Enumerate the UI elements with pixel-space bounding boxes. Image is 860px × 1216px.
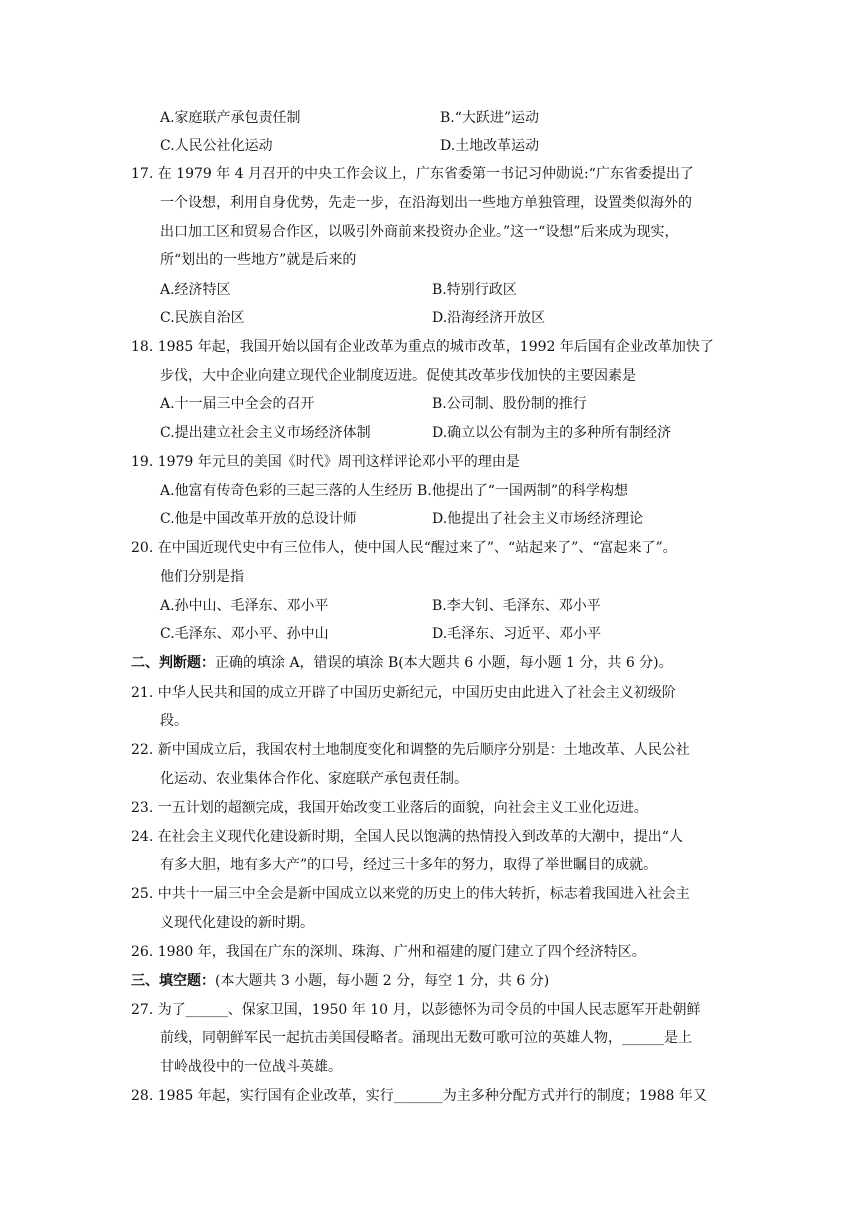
q27-stem-line-2: 前线，同朝鲜军民一起抗击美国侵略者。涌现出无数可歌可泣的英雄人物，______是上 (160, 1030, 692, 1046)
q17-option-a: A.经济特区 (160, 282, 231, 298)
q21-stem-line-1: 21. 中华人民共和国的成立开辟了中国历史新纪元，中国历史由此进入了社会主义初级阶 (131, 685, 676, 701)
q18-option-d: D.确立以公有制为主的多种所有制经济 (432, 425, 672, 441)
q24-stem-line-2: 有多大胆，地有多大产”的口号，经过三十多年的努力，取得了举世瞩目的成就。 (160, 857, 658, 873)
section-2-title: 二、判断题： (131, 655, 215, 671)
q20-option-b: B.李大钊、毛泽东、邓小平 (432, 598, 601, 614)
q20-stem-line-1: 20. 在中国近现代史中有三位伟人，使中国人民“醒过来了”、“站起来了”、“富起来了”。 (131, 540, 677, 556)
q21-stem-line-2: 段。 (160, 713, 188, 729)
q18-option-a: A.十一届三中全会的召开 (160, 396, 315, 412)
q18-option-c: C.提出建立社会主义市场经济体制 (160, 425, 371, 441)
q20-option-d: D.毛泽东、习近平、邓小平 (432, 626, 602, 642)
q20-option-c: C.毛泽东、邓小平、孙中山 (160, 626, 329, 642)
q18-option-b: B.公司制、股份制的推行 (432, 396, 587, 412)
q19-option-d: D.他提出了社会主义市场经济理论 (432, 511, 644, 527)
q17-stem-line-3: 出口加工区和贸易合作区，以吸引外商前来投资办企业。”这一“设想”后来成为现实， (160, 224, 679, 240)
q26-stem-line-1: 26. 1980 年，我国在广东的深圳、珠海、广州和福建的厦门建立了四个经济特区。 (131, 944, 646, 960)
q16-option-d: D.土地改革运动 (440, 138, 540, 154)
q28-stem-line-1: 28. 1985 年起，实行国有企业改革，实行_______为主多种分配方式并行的制度；1988 年又 (131, 1088, 707, 1104)
q16-option-c: C.人民公社化运动 (160, 138, 273, 154)
q18-stem-line-1: 18. 1985 年起，我国开始以国有企业改革为重点的城市改革，1992 年后国有企业改革加快了 (131, 339, 714, 355)
q17-option-c: C.民族自治区 (160, 310, 245, 326)
q27-stem-line-1: 27. 为了______、保家卫国，1950 年 10 月，以彭德怀为司令员的中国人民志愿军开赴朝鲜 (131, 1002, 701, 1018)
q17-stem-line-4: 所“划出的一些地方”就是后来的 (160, 252, 357, 268)
q20-option-a: A.孙中山、毛泽东、邓小平 (160, 598, 329, 614)
q22-stem-line-1: 22. 新中国成立后，我国农村土地制度变化和调整的先后顺序分别是：土地改革、人民公社 (131, 742, 690, 758)
q19-option-c: C.他是中国改革开放的总设计师 (160, 511, 357, 527)
q22-stem-line-2: 化运动、农业集体合作化、家庭联产承包责任制。 (160, 771, 468, 787)
q18-stem-line-2: 步伐，大中企业向建立现代企业制度迈进。促使其改革步伐加快的主要因素是 (160, 368, 636, 384)
q20-stem-line-2: 他们分别是指 (160, 569, 244, 585)
q27-stem-line-3: 甘岭战役中的一位战斗英雄。 (160, 1059, 342, 1075)
q19-option-ab: A.他富有传奇色彩的三起三落的人生经历 B.他提出了“一国两制”的科学构想 (160, 483, 629, 499)
section-2-instructions: 正确的填涂 A，错误的填涂 B(本大题共 6 小题，每小题 1 分，共 6 分)。 (215, 655, 673, 671)
q16-option-a: A.家庭联产承包责任制 (160, 110, 301, 126)
q17-option-d: D.沿海经济开放区 (432, 310, 546, 326)
section-3-title: 三、填空题： (131, 973, 215, 989)
q16-option-b: B.“大跃进”运动 (440, 110, 540, 126)
q17-stem-line-2: 一个设想，利用自身优势，先走一步，在沿海划出一些地方单独管理，设置类似海外的 (160, 195, 692, 211)
section-3-heading (131, 971, 549, 991)
q25-stem-line-1: 25. 中共十一届三中全会是新中国成立以来党的历史上的伟大转折，标志着我国进入社会主 (131, 886, 690, 902)
q24-stem-line-1: 24. 在社会主义现代化建设新时期，全国人民以饱满的热情投入到改革的大潮中，提出“人 (131, 829, 683, 845)
section-2-heading (131, 653, 673, 673)
q25-stem-line-2: 义现代化建设的新时期。 (160, 915, 314, 931)
q17-option-b: B.特别行政区 (432, 282, 517, 298)
q17-stem-line-1: 17. 在 1979 年 4 月召开的中央工作会议上，广东省委第一书记习仲勋说:“广东省委提出了 (131, 166, 694, 182)
q23-stem-line-1: 23. 一五计划的超额完成，我国开始改变工业落后的面貌，向社会主义工业化迈进。 (131, 800, 648, 816)
q19-stem-line-1: 19. 1979 年元旦的美国《时代》周刊这样评论邓小平的理由是 (131, 454, 520, 470)
section-3-instructions: (本大题共 3 小题，每小题 2 分，每空 1 分，共 6 分) (215, 973, 550, 989)
